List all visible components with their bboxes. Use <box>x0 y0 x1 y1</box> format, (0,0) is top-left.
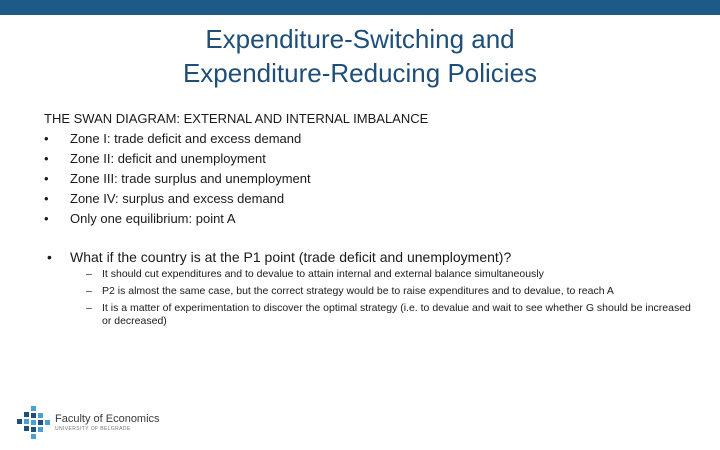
zone-item-text: Zone I: trade deficit and excess demand <box>70 131 302 146</box>
slide-title-line-2: Expenditure-Reducing Policies <box>182 58 538 88</box>
zone-item-text: Zone II: deficit and unemployment <box>70 151 266 166</box>
list-item <box>44 129 684 149</box>
logo-name: Faculty of Economics <box>55 413 160 425</box>
bullet-icon: • <box>44 131 49 146</box>
dash-icon: – <box>86 268 92 280</box>
strategy-list <box>86 268 696 332</box>
question-text: What if the country is at the P1 point (trade deficit and unemployment)? <box>70 249 512 265</box>
strategy-text: P2 is almost the same case, but the correct strategy would be to raise expenditures and to devalue, to reach A <box>102 285 614 297</box>
dot-grid-logo-icon <box>15 405 51 441</box>
bullet-icon: • <box>47 249 52 265</box>
slide-title <box>0 22 720 90</box>
faculty-logo <box>15 405 160 441</box>
strategy-text: It is a matter of experimentation to discover the optimal strategy (i.e. to devalue and wait to see whether G should be increased or decreased) <box>102 302 691 327</box>
bullet-icon: • <box>44 171 49 186</box>
strategy-text: It should cut expenditures and to devalue to attain internal and external balance simultaneously <box>102 268 544 280</box>
slide-title-line-1: Expenditure-Switching and <box>205 24 515 54</box>
bullet-icon: • <box>44 191 49 206</box>
list-item <box>86 302 696 328</box>
top-accent-bar <box>0 0 720 15</box>
list-item <box>44 189 684 209</box>
zone-item-text: Only one equilibrium: point A <box>70 211 236 226</box>
list-item <box>44 149 684 169</box>
dash-icon: – <box>86 302 92 314</box>
logo-subtitle: UNIVERSITY OF BELGRADE <box>55 426 131 432</box>
section-heading: THE SWAN DIAGRAM: EXTERNAL AND INTERNAL IMBALANCE <box>44 111 429 126</box>
list-item <box>86 285 696 298</box>
list-item <box>44 209 684 229</box>
bullet-icon: • <box>44 151 49 166</box>
zone-item-text: Zone III: trade surplus and unemployment <box>70 171 311 186</box>
question-item <box>47 247 687 267</box>
bullet-icon: • <box>44 211 49 226</box>
list-item <box>86 268 696 281</box>
zone-list <box>44 109 684 229</box>
dash-icon: – <box>86 285 92 297</box>
zone-item-text: Zone IV: surplus and excess demand <box>70 191 285 206</box>
list-item <box>44 169 684 189</box>
